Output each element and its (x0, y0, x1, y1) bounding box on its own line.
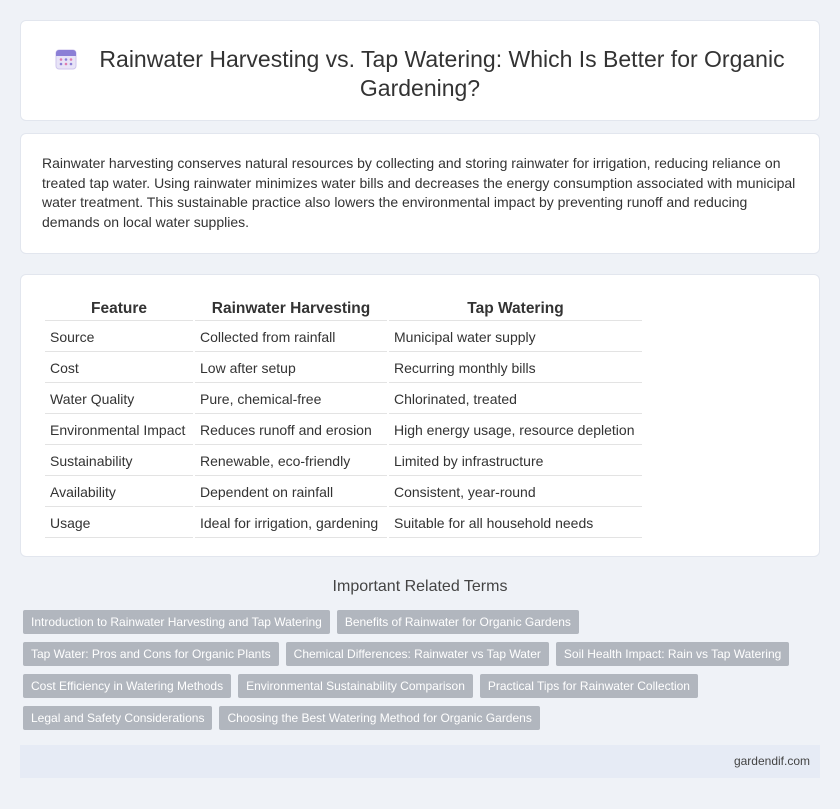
table-cell: Recurring monthly bills (389, 354, 642, 383)
table-cell: Environmental Impact (45, 416, 193, 445)
page-title-text: Rainwater Harvesting vs. Tap Watering: Which Is Better for Organic Gardening? (99, 46, 785, 101)
related-term-tag[interactable]: Soil Health Impact: Rain vs Tap Watering (556, 642, 789, 666)
related-term-tag[interactable]: Cost Efficiency in Watering Methods (23, 674, 231, 698)
related-term-tag[interactable]: Choosing the Best Watering Method for Organic Gardens (219, 706, 539, 730)
related-terms-list (23, 610, 813, 738)
header-rainwater: Rainwater Harvesting (195, 297, 387, 321)
table-cell: Dependent on rainfall (195, 478, 387, 507)
footer-site-link[interactable]: gardendif.com (733, 754, 810, 768)
table-cell: Usage (45, 509, 193, 538)
intro-card (20, 133, 820, 254)
table-row (45, 354, 642, 383)
table-cell: Source (45, 323, 193, 352)
table-cell: Availability (45, 478, 193, 507)
header-card (20, 20, 820, 121)
related-term-tag[interactable]: Legal and Safety Considerations (23, 706, 212, 730)
table-row (45, 478, 642, 507)
related-term-tag[interactable]: Tap Water: Pros and Cons for Organic Plants (23, 642, 279, 666)
table-cell: Limited by infrastructure (389, 447, 642, 476)
table-cell: Ideal for irrigation, gardening (195, 509, 387, 538)
related-term-tag[interactable]: Introduction to Rainwater Harvesting and Tap Watering (23, 610, 330, 634)
page-title (21, 45, 819, 103)
footer (20, 745, 820, 778)
table-cell: Renewable, eco-friendly (195, 447, 387, 476)
table-row (45, 323, 642, 352)
table-cell: Cost (45, 354, 193, 383)
calendar-icon (55, 48, 77, 70)
related-term-tag[interactable]: Chemical Differences: Rainwater vs Tap Water (286, 642, 549, 666)
related-terms-title: Important Related Terms (332, 578, 508, 595)
related-term-tag[interactable]: Environmental Sustainability Comparison (238, 674, 473, 698)
table-cell: Sustainability (45, 447, 193, 476)
comparison-card (20, 274, 820, 557)
table-cell: Suitable for all household needs (389, 509, 642, 538)
table-cell: Pure, chemical-free (195, 385, 387, 414)
intro-paragraph: Rainwater harvesting conserves natural resources by collecting and storing rainwater for irrigation, reducing reliance on treated tap water. Using rainwater minimizes water bills and decreases the energy consumption associated with municipal water treatment. This sustainable practice also lowers the environmental impact by preventing runoff and reducing demands on local water supplies. (42, 155, 796, 230)
table-cell: Reduces runoff and erosion (195, 416, 387, 445)
comparison-table (43, 295, 644, 540)
title-wrap (21, 45, 819, 103)
table-row (45, 416, 642, 445)
table-cell: Collected from rainfall (195, 323, 387, 352)
related-term-tag[interactable]: Benefits of Rainwater for Organic Gardens (337, 610, 579, 634)
table-row (45, 447, 642, 476)
table-cell: High energy usage, resource depletion (389, 416, 642, 445)
table-cell: Consistent, year-round (389, 478, 642, 507)
related-term-tag[interactable]: Practical Tips for Rainwater Collection (480, 674, 698, 698)
header-feature: Feature (45, 297, 193, 321)
table-cell: Low after setup (195, 354, 387, 383)
table-cell: Chlorinated, treated (389, 385, 642, 414)
table-cell: Municipal water supply (389, 323, 642, 352)
table-cell: Water Quality (45, 385, 193, 414)
table-row (45, 509, 642, 538)
header-tap: Tap Watering (389, 297, 642, 321)
table-row (45, 385, 642, 414)
table-header-row (45, 297, 642, 321)
